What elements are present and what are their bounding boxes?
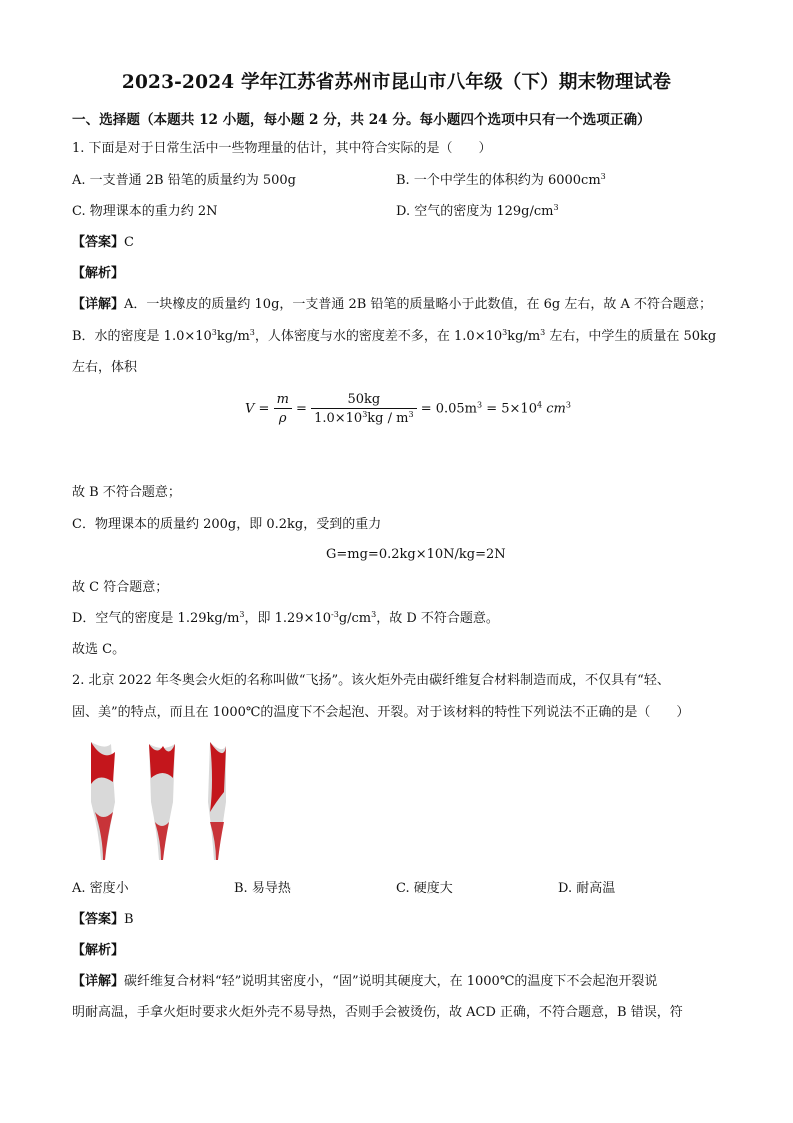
q2-answer: 【答案】B	[72, 912, 134, 927]
q1-c-line: C．物理课本的质量约 200g，即 0.2kg，受到的重力	[72, 517, 382, 532]
q2-option-a: A. 密度小	[72, 881, 129, 896]
q2-option-d: D. 耐高温	[558, 881, 616, 896]
page-title: 2023-2024 学年江苏省苏州市昆山市八年级（下）期末物理试卷	[121, 72, 672, 93]
q2-detail-line2: 明耐高温，手拿火炬时要求火炬外壳不易导热，否则手会被烫伤，故 ACD 正确，不符合题意，B 错误，符	[72, 1005, 683, 1020]
q1-option-b: B. 一个中学生的体积约为 $6000cm^3$	[396, 172, 606, 188]
q1-analysis-label: 【解析】	[72, 266, 125, 281]
q1-stem: 1. 下面是对于日常生活中一些物理量的估计，其中符合实际的是（ ）	[72, 141, 492, 156]
q1-c-conclusion: 故 C 符合题意；	[72, 580, 169, 595]
torch-image-front	[85, 742, 125, 860]
q1-option-a: A. 一支普通 2B 铅笔的质量约为 500g	[72, 173, 297, 188]
fraction-mass-over-density: $\frac{50kg}{1.0\times 10^3kg / m^3}$	[311, 392, 416, 426]
q2-stem-line1: 2. 北京 2022 年冬奥会火炬的名称叫做“飞扬”。该火炬外壳由碳纤维复合材料制造而成，不仅具有“轻、	[72, 673, 670, 688]
q1-detail-line2: B．水的密度是 $1.0\times 10^3kg/m^3$，人体密度与水的密度差不多，在 $1.0\times 10^3kg/m^3$ 左右，中学生的质量在 50kg	[72, 328, 717, 344]
q1-option-c: C. 物理课本的重力约 2N	[72, 204, 218, 219]
q1-d-line: D．空气的密度是 $1.29kg/m^3$，即 $1.29\times 10^{-3}g/cm^3$，故 D 不符合题意。	[72, 610, 499, 626]
q1-option-d: D. 空气的密度为 $129g/cm^3$	[396, 203, 559, 219]
q1-answer: 【答案】C	[72, 235, 134, 250]
q2-detail-line1: 【详解】碳纤维复合材料“轻”说明其密度小，“固”说明其硬度大，在 1000℃的温度下不会起泡开裂说	[72, 974, 658, 989]
section-heading: 一、选择题（本题共 12 小题，每小题 2 分，共 24 分。每小题四个选项中只有一个选项正确）	[72, 112, 651, 128]
q2-option-b: B. 易导热	[234, 881, 291, 896]
torch-image-side	[143, 742, 183, 860]
q1-gravity-formula: G=mg=0.2kg×10N/kg=2N	[326, 547, 506, 562]
fraction-m-over-rho: $\frac{m}{\rho}$	[274, 392, 292, 426]
q2-analysis-label: 【解析】	[72, 943, 125, 958]
q2-option-c: C. 硬度大	[396, 881, 453, 896]
torch-image-back	[200, 742, 234, 860]
q1-detail-line1: 【详解】A．一块橡皮的质量约 10g，一支普通 2B 铅笔的质量略小于此数值，在 6g 左右，故 A 不符合题意；	[72, 297, 712, 312]
q1-volume-formula: V = $\frac{m}{\rho}$ = $\frac{50kg}{1.0\times 10^3kg / m^3}$ = $0.05m^3 = 5\times 10^4$ $cm^3$	[245, 392, 571, 426]
q2-stem-line2: 固、美”的特点，而且在 1000℃的温度下不会起泡、开裂。对于该材料的特性下列说法不正确的是（ ）	[72, 705, 690, 720]
q1-b-conclusion: 故 B 不符合题意；	[72, 485, 181, 500]
q1-choose: 故选 C。	[72, 642, 126, 657]
q1-detail-line3: 左右，体积	[72, 360, 138, 375]
